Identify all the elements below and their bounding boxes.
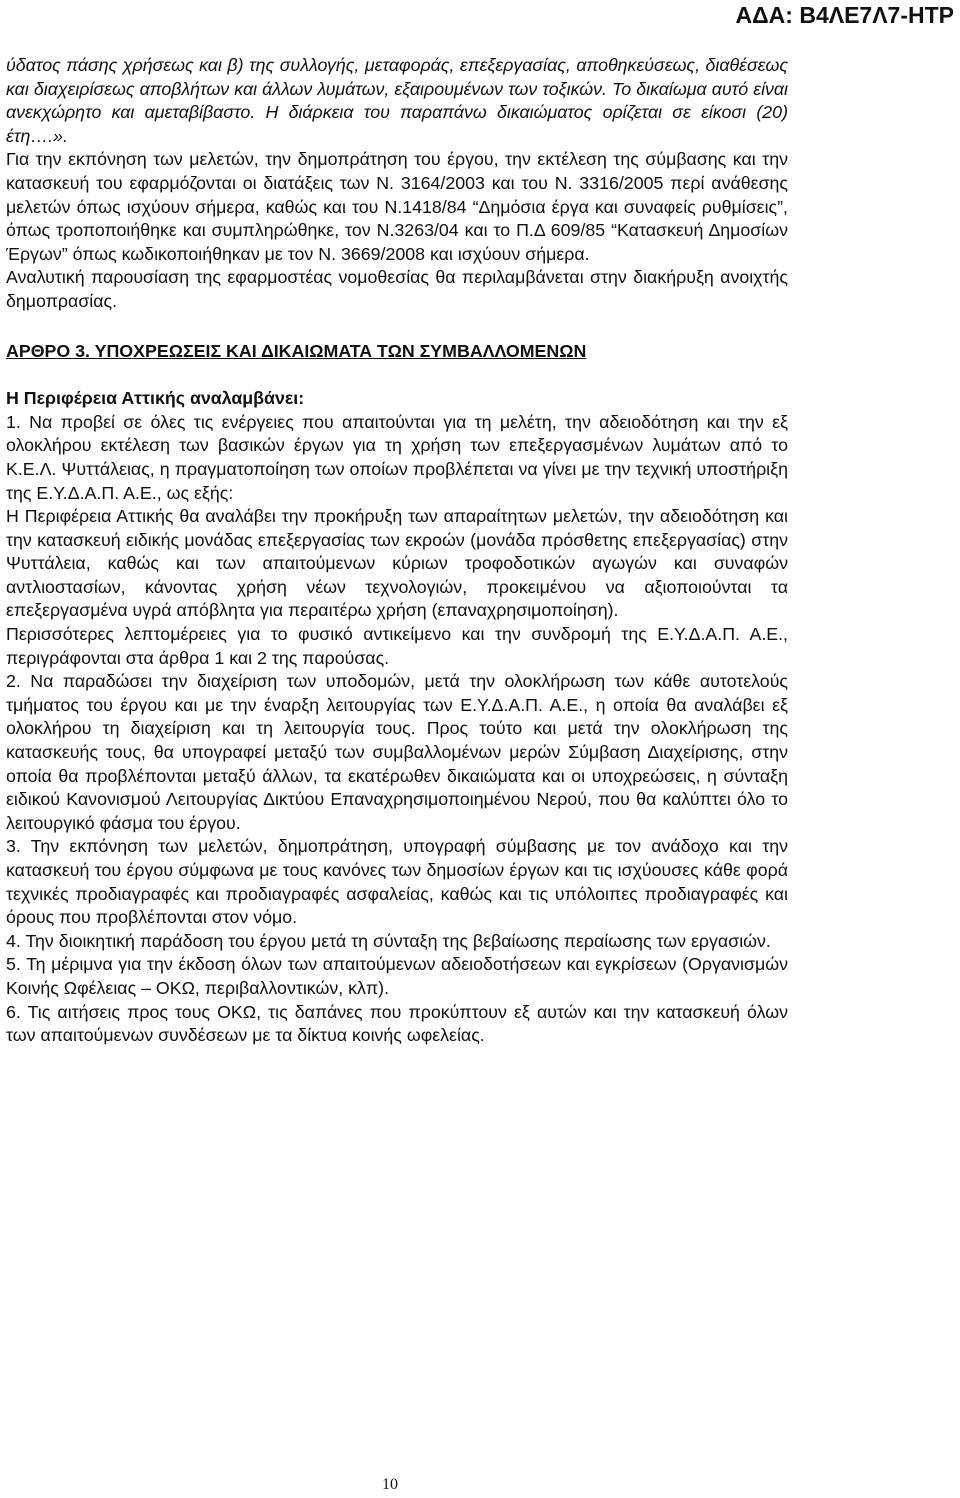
paragraph-analysis: Αναλυτική παρουσίαση της εφαρμοστέας νομοθεσίας θα περιλαμβάνεται στην διακήρυξη ανοιχτής δημοπρασίας. bbox=[6, 267, 788, 311]
paragraph-item-1-detail: Η Περιφέρεια Αττικής θα αναλάβει την προκήρυξη των απαραίτητων μελετών, την αδειοδότηση και την κατασκευή ειδικής μονάδας επεξεργασίας των εκροών (μονάδα πρόσθετης επεξεργασίας) στην Ψυττάλεια, καθώς και των απαιτούμενων κύριων τροφοδοτικών αγωγών και συναφών αντλιοστασίων, κάνοντας χρήση νέων τεχνολογιών, προκειμένου να αξιοποιούνται τα επεξεργασμένα υγρά απόβλητα για περαιτέρω χρήση (επαναχρησιμοποίηση). bbox=[6, 506, 788, 621]
paragraph-item-5: 5. Τη μέριμνα για την έκδοση όλων των απαιτούμενων αδειοδοτήσεων και εγκρίσεων (Οργανισμών Κοινής Ωφέλειας – ΟΚΩ, περιβαλλοντικών, κλπ). bbox=[6, 954, 788, 998]
document-body bbox=[6, 54, 788, 1048]
paragraph-legislation: Για την εκπόνηση των μελετών, την δημοπράτηση του έργου, την εκτέλεση της σύμβασης και την κατασκευή του εφαρμόζονται οι διατάξεις των Ν. 3164/2003 και του Ν. 3316/2005 περί ανάθεσης μελετών όπως ισχύουν σήμερα, καθώς και του Ν.1418/84 “Δημόσια έργα και συναφείς ρυθμίσεις”, όπως τροποποιήθηκε και συμπληρώθηκε, τον Ν.3263/04 και το Π.Δ 609/85 “Κατασκευή Δημοσίων Έργων” όπως κωδικοποιήθηκαν με τον Ν. 3669/2008 και ισχύουν σήμερα. bbox=[6, 149, 788, 264]
article-heading: ΑΡΘΡΟ 3. ΥΠΟΧΡΕΩΣΕΙΣ ΚΑΙ ΔΙΚΑΙΩΜΑΤΑ ΤΩΝ ΣΥΜΒΑΛΛΟΜΕΝΩΝ bbox=[6, 340, 587, 361]
paragraph-item-1: 1. Να προβεί σε όλες τις ενέργειες που απαιτούνται για τη μελέτη, την αδειοδότηση και την εξ ολοκλήρου εκτέλεση των βασικών έργων για τη χρήση των επεξεργασμένων λυμάτων από το Κ.Ε.Λ. Ψυττάλειας, η πραγματοποίηση των οποίων προβλέπεται να γίνει με την τεχνική υποστήριξη της Ε.Υ.Δ.Α.Π. Α.Ε., ως εξής: bbox=[6, 411, 788, 503]
intro-paragraph: ύδατος πάσης χρήσεως και β) της συλλογής, μεταφοράς, επεξεργασίας, αποθηκεύσεως, διαθέσεως και διαχειρίσεως αποβλήτων και άλλων λυμάτων, εξαιρουμένων των τοξικών. Το δικαίωμα αυτό είναι ανεκχώρητο και αμεταβίβαστο. Η διάρκεια του παραπάνω δικαιώματος ορίζεται σε είκοσι (20) έτη….». bbox=[6, 55, 788, 146]
page-number: 10 bbox=[382, 1476, 398, 1493]
paragraph-item-2: 2. Να παραδώσει την διαχείριση των υποδομών, μετά την ολοκλήρωση των κάθε αυτοτελούς τμήματος του έργου και με την έναρξη λειτουργίας των Ε.Υ.Δ.Α.Π. Α.Ε., η οποία θα αναλάβει εξ ολοκλήρου τη διαχείριση και τη λειτουργία τους. Προς τούτο και μετά την ολοκλήρωση της κατασκευής τους, θα υπογραφεί μεταξύ των συμβαλλομένων μερών Σύμβαση Διαχείρισης, στην οποία θα προβλέπονται μεταξύ άλλων, τα εκατέρωθεν δικαιώματα και οι υποχρεώσεις, η σύνταξη ειδικού Κανονισμού Λειτουργίας Δικτύου Επαναχρησιμοποιημένου Νερού, που θα καλύπτει όλο το λειτουργικό φάσμα του έργου. bbox=[6, 671, 788, 833]
paragraph-item-1-more: Περισσότερες λεπτομέρειες για το φυσικό αντικείμενο και την συνδρομή της Ε.Υ.Δ.Α.Π. Α.Ε., περιγράφονται στα άρθρα 1 και 2 της παρούσας. bbox=[6, 624, 788, 668]
paragraph-item-4: 4. Την διοικητική παράδοση του έργου μετά τη σύνταξη της βεβαίωσης περαίωσης των εργασιών. bbox=[6, 930, 771, 951]
paragraph-item-3: 3. Την εκπόνηση των μελετών, δημοπράτηση, υπογραφή σύμβασης με τον ανάδοχο και την κατασκευή του έργου σύμφωνα με τους κανόνες των δημοσίων έργων και τις ισχύουσες κάθε φορά τεχνικές προδιαγραφές και προδιαγραφές ασφαλείας, καθώς και τις υπόλοιπες προδιαγραφές και όρους που προβλέπονται στον νόμο. bbox=[6, 836, 788, 928]
ada-code: ΑΔΑ: Β4ΛΕ7Λ7-ΗΤΡ bbox=[735, 2, 954, 28]
sub-heading: Η Περιφέρεια Αττικής αναλαμβάνει: bbox=[6, 388, 305, 409]
paragraph-item-6: 6. Τις αιτήσεις προς τους ΟΚΩ, τις δαπάνες που προκύπτουν εξ αυτών και την κατασκευή όλων των απαιτούμενων συνδέσεων με τα δίκτυα κοινής ωφελείας. bbox=[6, 1001, 788, 1046]
